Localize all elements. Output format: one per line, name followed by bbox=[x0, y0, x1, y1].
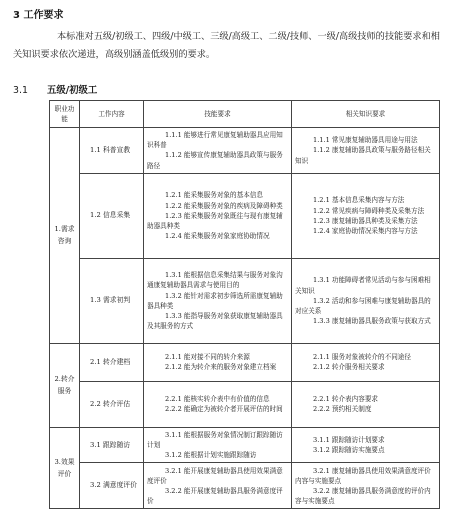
knowledge-item: 2.2.1 转介表内容要求 bbox=[313, 395, 379, 404]
skill-cell bbox=[144, 463, 292, 509]
skill-item: 2.1.2 能为转介来的服务对象建立档案 bbox=[165, 363, 277, 372]
section-heading: 3 工作要求 bbox=[13, 10, 64, 21]
table-row bbox=[50, 427, 440, 463]
skill-item: 1.2.4 能采集服务对象家庭协助情况 bbox=[165, 232, 270, 241]
knowledge-item: 2.1.2 转介服务相关要求 bbox=[313, 363, 385, 372]
work-cell: 1.3 需求初判 bbox=[80, 258, 144, 343]
skill-item: 1.3.3 能指导服务对象获取康复辅助器具及其服务的方式 bbox=[147, 312, 283, 331]
work-cell: 3.2 满意度评价 bbox=[80, 463, 144, 509]
function-cell: 1.需求咨询 bbox=[50, 128, 80, 344]
skill-item: 1.3.2 能针对需求初步筛选所需康复辅助器具种类 bbox=[147, 291, 283, 310]
table-row bbox=[50, 343, 440, 381]
skill-item: 1.2.2 能采集服务对象的疾病及障碍种类 bbox=[165, 201, 283, 210]
table-row bbox=[50, 173, 440, 258]
table-row bbox=[50, 381, 440, 427]
knowledge-cell bbox=[292, 427, 440, 463]
knowledge-item: 1.1.1 常见康复辅助器具用途与用法 bbox=[313, 136, 418, 145]
knowledge-cell bbox=[292, 258, 440, 343]
header-skill: 技能要求 bbox=[144, 101, 292, 128]
work-cell: 2.1 转介建档 bbox=[80, 343, 144, 381]
skill-item: 1.1.1 能够进行常见康复辅助器具应用知识科普 bbox=[147, 131, 283, 150]
skill-cell bbox=[144, 128, 292, 174]
skill-item: 1.2.1 能采集服务对象的基本信息 bbox=[165, 191, 263, 200]
table-header-row bbox=[50, 101, 440, 128]
skill-item: 3.2.1 能开展康复辅助器具使用效果满意度评价 bbox=[147, 466, 283, 485]
skill-cell bbox=[144, 258, 292, 343]
intro-paragraph: 本标准对五级/初级工、四级/中级工、三级/高级工、二级/技师、一级/高级技师的技能要求和相关知识要求依次递进，高级别涵盖低级别的要求。 bbox=[13, 31, 440, 60]
knowledge-item: 1.3.1 功能障碍者常见活动与参与困难相关知识 bbox=[295, 276, 431, 295]
subsection-title: 五级/初级工 bbox=[47, 85, 98, 96]
skill-item: 1.1.2 能够宣传康复辅助器具政策与服务路径 bbox=[147, 151, 283, 170]
knowledge-item: 1.2.3 康复辅助器具种类及采集方法 bbox=[313, 216, 418, 225]
function-cell: 3.效果评价 bbox=[50, 427, 80, 509]
work-cell: 1.1 科普宣教 bbox=[80, 128, 144, 174]
skill-item: 2.2.2 能确定为被转介者开展评估的时间 bbox=[165, 405, 283, 414]
knowledge-item: 1.3.2 活动和参与困难与康复辅助器具的对应关系 bbox=[295, 296, 431, 315]
work-cell: 3.1 跟踪随访 bbox=[80, 427, 144, 463]
table-row bbox=[50, 463, 440, 509]
skill-item: 1.3.1 能根据信息采集结果与服务对象沟通康复辅助器具需求与使用目的 bbox=[147, 271, 283, 290]
skill-item: 2.2.1 能核实转介表中有价值的信息 bbox=[165, 395, 270, 404]
skill-cell bbox=[144, 427, 292, 463]
skill-item: 3.1.1 能根据服务对象情况制订跟踪随访计划 bbox=[147, 430, 283, 450]
skill-cell bbox=[144, 381, 292, 427]
knowledge-item: 3.2.2 康复辅助器具服务满意度的评价内容与实施要点 bbox=[295, 486, 431, 506]
knowledge-item: 1.2.1 基本信息采集内容与方法 bbox=[313, 196, 405, 205]
skill-item: 1.2.3 能采集服务对象既往与现有康复辅助器具种类 bbox=[147, 211, 283, 230]
knowledge-item: 2.2.2 预约相关制度 bbox=[313, 405, 372, 414]
knowledge-item: 3.1.1 跟踪随访计划要求 bbox=[313, 435, 385, 444]
work-requirements-table bbox=[49, 100, 440, 509]
knowledge-cell bbox=[292, 343, 440, 381]
knowledge-item: 1.2.4 家庭协助情况采集内容与方法 bbox=[313, 227, 418, 236]
work-cell: 2.2 转介评估 bbox=[80, 381, 144, 427]
header-function: 职业功能 bbox=[50, 101, 80, 128]
skill-item: 3.1.2 能根据计划实施跟踪随访 bbox=[165, 451, 257, 460]
skill-cell bbox=[144, 343, 292, 381]
knowledge-cell bbox=[292, 173, 440, 258]
subsection-number: 3.1 bbox=[13, 85, 28, 96]
table-row bbox=[50, 258, 440, 343]
knowledge-cell bbox=[292, 463, 440, 509]
table-row bbox=[50, 128, 440, 174]
header-knowledge: 相关知识要求 bbox=[292, 101, 440, 128]
knowledge-item: 3.1.2 跟踪随访实施要点 bbox=[313, 446, 385, 455]
header-work: 工作内容 bbox=[80, 101, 144, 128]
knowledge-item: 1.1.2 康复辅助器具政策与服务路径相关知识 bbox=[295, 146, 431, 165]
skill-item: 2.1.1 能对接不同的转介来源 bbox=[165, 353, 250, 362]
knowledge-item: 2.1.1 服务对象被转介的不同途径 bbox=[313, 353, 411, 362]
knowledge-item: 3.2.1 康复辅助器具使用效果满意度评价内容与实施要点 bbox=[295, 466, 431, 485]
skill-cell bbox=[144, 173, 292, 258]
knowledge-cell bbox=[292, 128, 440, 174]
knowledge-item: 1.2.2 常见疾病与障碍种类及采集方法 bbox=[313, 206, 425, 215]
knowledge-cell bbox=[292, 381, 440, 427]
knowledge-item: 1.3.3 康复辅助器具服务政策与获取方式 bbox=[313, 317, 431, 326]
skill-item: 3.2.2 能开展康复辅助器具服务满意度评价 bbox=[147, 486, 283, 506]
subsection-heading bbox=[13, 82, 97, 96]
function-cell: 2.转介服务 bbox=[50, 343, 80, 427]
work-cell: 1.2 信息采集 bbox=[80, 173, 144, 258]
